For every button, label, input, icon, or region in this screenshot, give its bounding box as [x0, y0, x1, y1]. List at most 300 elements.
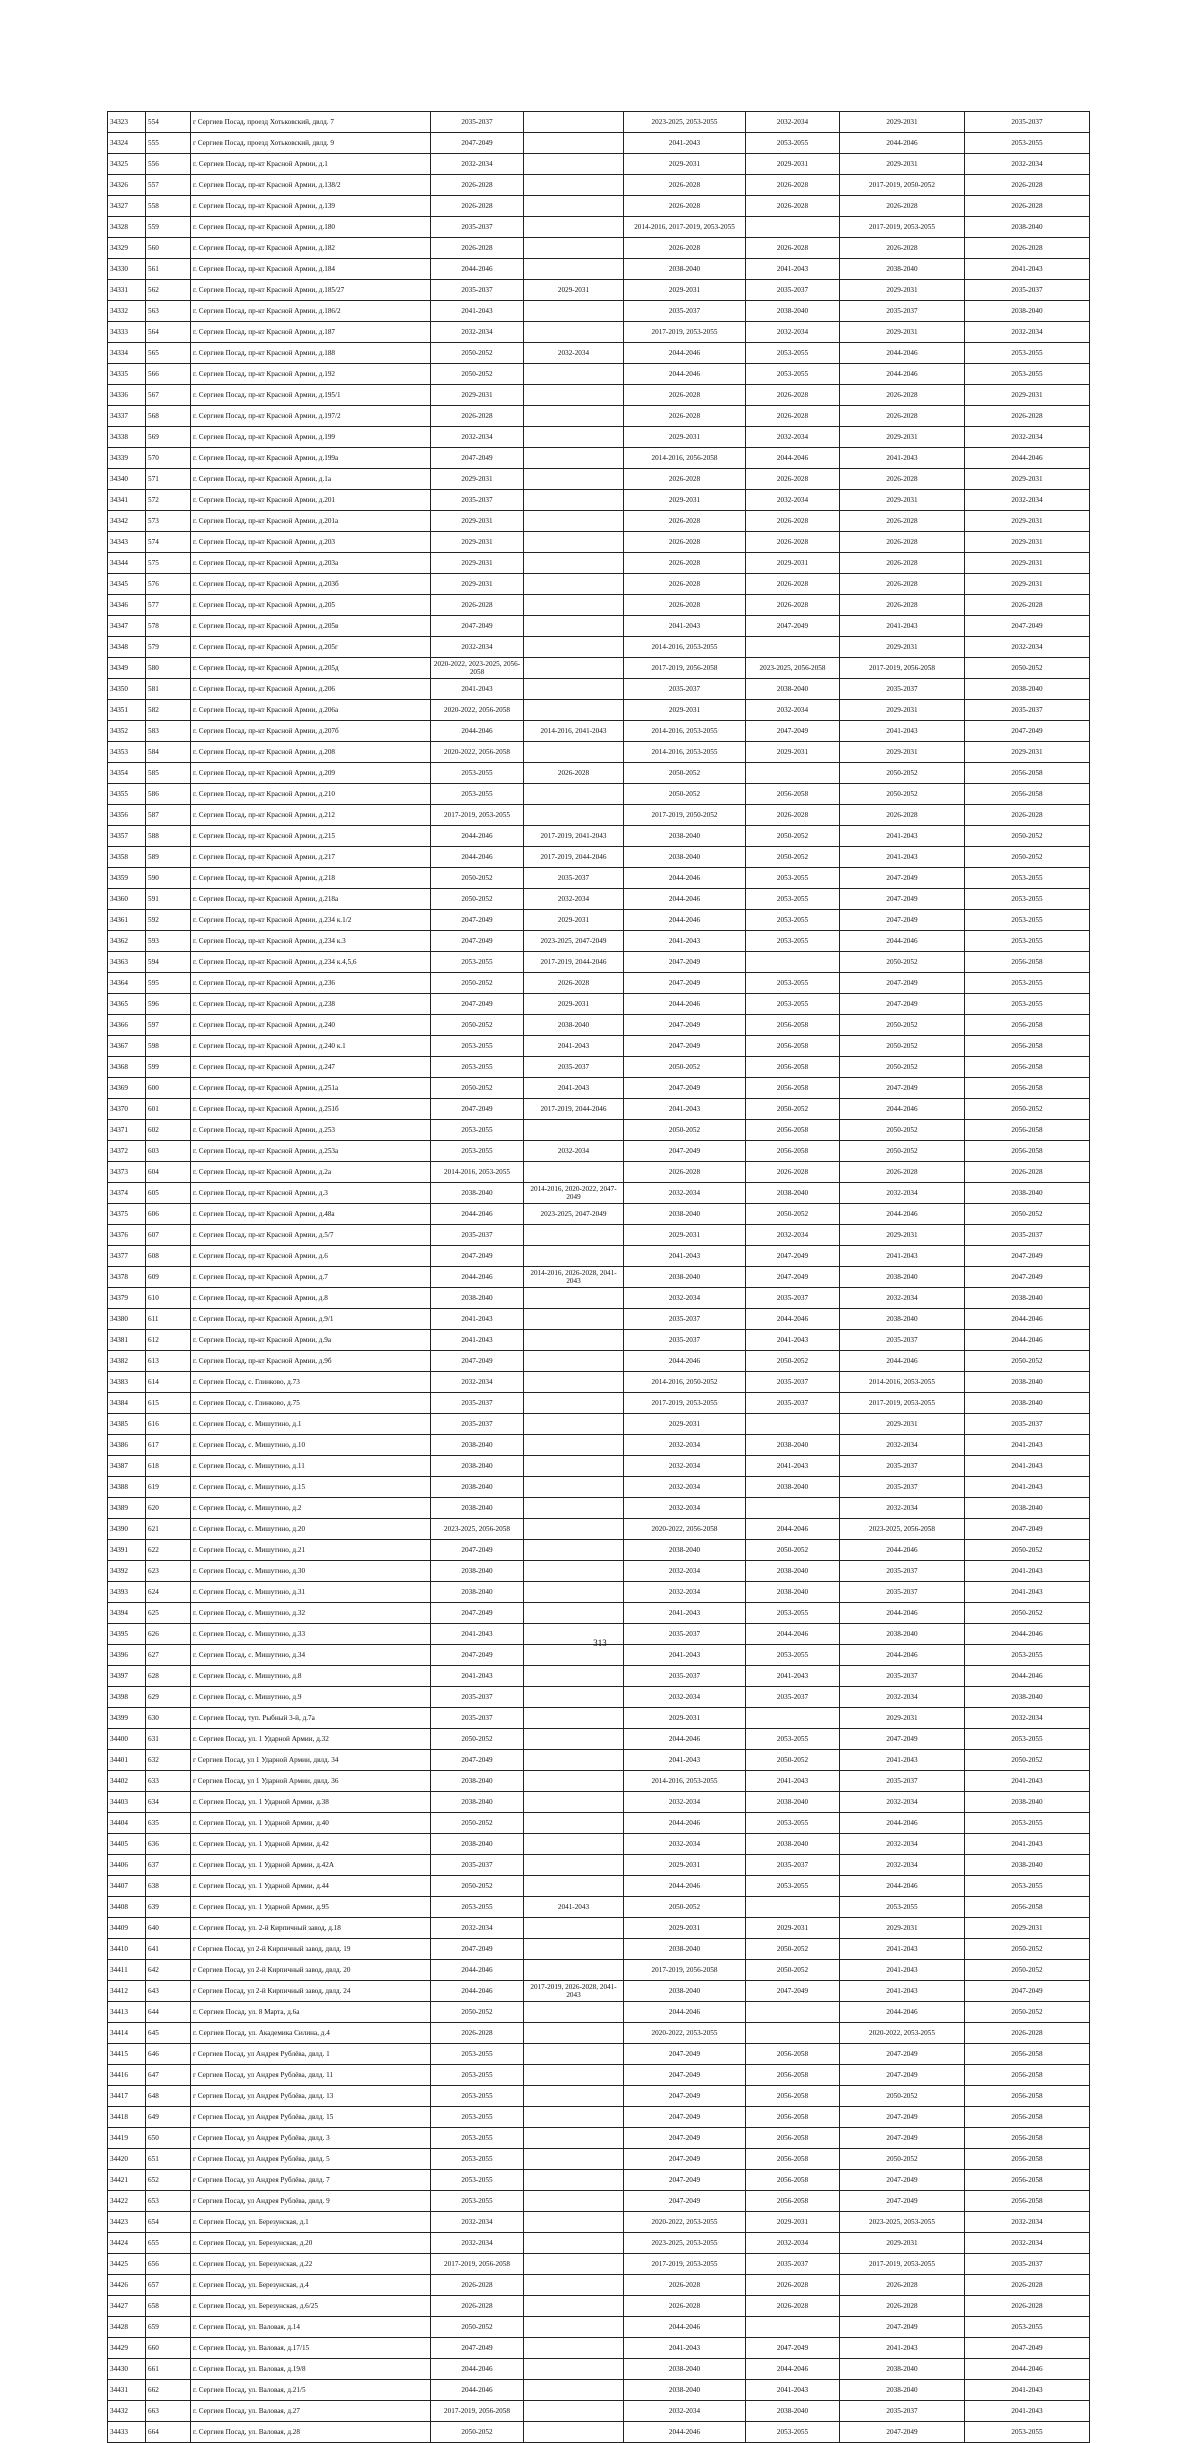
period-f-cell: 2056-2058 — [965, 1141, 1090, 1162]
table-row — [108, 301, 1090, 322]
period-d-cell: 2047-2049 — [746, 1981, 840, 2002]
period-c-cell: 2032-2034 — [624, 1456, 746, 1477]
table-row — [108, 2086, 1090, 2107]
address-cell: г. Сергиев Посад, ул. 1 Ударной Армии, д.95 — [191, 1897, 431, 1918]
period-b-cell: 2041-2043 — [524, 1897, 624, 1918]
period-d-cell: 2038-2040 — [746, 2401, 840, 2422]
period-d-cell: 2056-2058 — [746, 2149, 840, 2170]
period-c-cell: 2029-2031 — [624, 280, 746, 301]
address-cell: г. Сергиев Посад, пр-кт Красной Армии, д.215 — [191, 826, 431, 847]
period-f-cell: 2050-2052 — [965, 1960, 1090, 1981]
period-f-cell: 2050-2052 — [965, 1099, 1090, 1120]
table-row — [108, 2212, 1090, 2233]
row-id-cell: 34425 — [108, 2254, 146, 2275]
period-f-cell: 2056-2058 — [965, 2128, 1090, 2149]
row-index-cell: 583 — [146, 721, 191, 742]
period-c-cell: 2047-2049 — [624, 2128, 746, 2149]
address-cell: г. Сергиев Посад, пр-кт Красной Армии, д.247 — [191, 1057, 431, 1078]
period-c-cell: 2044-2046 — [624, 1813, 746, 1834]
row-id-cell: 34357 — [108, 826, 146, 847]
period-d-cell: 2056-2058 — [746, 1036, 840, 1057]
row-index-cell: 661 — [146, 2359, 191, 2380]
period-b-cell — [524, 2338, 624, 2359]
row-index-cell: 569 — [146, 427, 191, 448]
row-index-cell: 572 — [146, 490, 191, 511]
row-id-cell: 34391 — [108, 1540, 146, 1561]
period-a-cell: 2050-2052 — [431, 1813, 524, 1834]
period-e-cell: 2050-2052 — [840, 1015, 965, 1036]
period-d-cell: 2035-2037 — [746, 1855, 840, 1876]
row-id-cell: 34404 — [108, 1813, 146, 1834]
period-d-cell: 2029-2031 — [746, 553, 840, 574]
address-cell: г. Сергиев Посад, с. Мишутино, д.9 — [191, 1687, 431, 1708]
table-row — [108, 931, 1090, 952]
period-d-cell: 2050-2052 — [746, 1960, 840, 1981]
period-a-cell: 2050-2052 — [431, 364, 524, 385]
period-c-cell: 2014-2016, 2056-2058 — [624, 448, 746, 469]
row-index-cell: 602 — [146, 1120, 191, 1141]
address-cell: г. Сергиев Посад, пр-кт Красной Армии, д.184 — [191, 259, 431, 280]
period-f-cell: 2053-2055 — [965, 1729, 1090, 1750]
period-f-cell: 2053-2055 — [965, 1645, 1090, 1666]
period-b-cell — [524, 1477, 624, 1498]
period-f-cell: 2056-2058 — [965, 1057, 1090, 1078]
period-c-cell: 2044-2046 — [624, 910, 746, 931]
period-e-cell: 2032-2034 — [840, 1834, 965, 1855]
period-a-cell: 2050-2052 — [431, 343, 524, 364]
period-a-cell: 2053-2055 — [431, 1120, 524, 1141]
period-f-cell: 2026-2028 — [965, 595, 1090, 616]
period-b-cell — [524, 2317, 624, 2338]
period-c-cell: 2026-2028 — [624, 406, 746, 427]
row-index-cell: 656 — [146, 2254, 191, 2275]
table-row — [108, 1813, 1090, 1834]
table-row — [108, 1540, 1090, 1561]
period-f-cell: 2026-2028 — [965, 2023, 1090, 2044]
row-index-cell: 599 — [146, 1057, 191, 1078]
period-c-cell: 2032-2034 — [624, 1435, 746, 1456]
period-b-cell — [524, 1519, 624, 1540]
table-row — [108, 2128, 1090, 2149]
row-index-cell: 568 — [146, 406, 191, 427]
row-id-cell: 34336 — [108, 385, 146, 406]
address-cell: г Сергиев Посад, ул 1 Ударной Армии, двлд. 34 — [191, 1750, 431, 1771]
table-row — [108, 196, 1090, 217]
period-a-cell: 2035-2037 — [431, 280, 524, 301]
period-a-cell: 2044-2046 — [431, 2359, 524, 2380]
period-a-cell: 2017-2019, 2056-2058 — [431, 2254, 524, 2275]
table-row — [108, 973, 1090, 994]
period-f-cell: 2047-2049 — [965, 2338, 1090, 2359]
row-id-cell: 34430 — [108, 2359, 146, 2380]
row-id-cell: 34366 — [108, 1015, 146, 1036]
period-e-cell: 2047-2049 — [840, 2044, 965, 2065]
register-table-container — [107, 111, 1089, 2443]
row-index-cell: 591 — [146, 889, 191, 910]
period-d-cell — [746, 637, 840, 658]
period-e-cell: 2047-2049 — [840, 889, 965, 910]
period-c-cell: 2038-2040 — [624, 2359, 746, 2380]
period-d-cell: 2032-2034 — [746, 1225, 840, 1246]
period-f-cell: 2041-2043 — [965, 1477, 1090, 1498]
period-c-cell: 2044-2046 — [624, 868, 746, 889]
period-f-cell: 2050-2052 — [965, 658, 1090, 679]
period-a-cell: 2041-2043 — [431, 1309, 524, 1330]
period-e-cell: 2047-2049 — [840, 2191, 965, 2212]
table-row — [108, 553, 1090, 574]
row-index-cell: 652 — [146, 2170, 191, 2191]
period-b-cell — [524, 1708, 624, 1729]
period-e-cell: 2047-2049 — [840, 973, 965, 994]
period-d-cell: 2026-2028 — [746, 1162, 840, 1183]
period-b-cell — [524, 2044, 624, 2065]
period-e-cell: 2050-2052 — [840, 1036, 965, 1057]
period-a-cell: 2041-2043 — [431, 679, 524, 700]
table-row — [108, 322, 1090, 343]
period-f-cell: 2029-2031 — [965, 469, 1090, 490]
period-b-cell — [524, 1666, 624, 1687]
period-f-cell: 2032-2034 — [965, 490, 1090, 511]
table-row — [108, 1456, 1090, 1477]
row-index-cell: 597 — [146, 1015, 191, 1036]
period-a-cell: 2053-2055 — [431, 2191, 524, 2212]
period-f-cell: 2038-2040 — [965, 1792, 1090, 1813]
row-id-cell: 34401 — [108, 1750, 146, 1771]
period-a-cell: 2041-2043 — [431, 301, 524, 322]
table-row — [108, 2191, 1090, 2212]
period-d-cell: 2053-2055 — [746, 343, 840, 364]
period-a-cell: 2026-2028 — [431, 238, 524, 259]
row-id-cell: 34327 — [108, 196, 146, 217]
period-b-cell — [524, 1498, 624, 1519]
row-id-cell: 34410 — [108, 1939, 146, 1960]
period-d-cell: 2041-2043 — [746, 259, 840, 280]
period-c-cell: 2014-2016, 2050-2052 — [624, 1372, 746, 1393]
period-a-cell: 2038-2040 — [431, 1498, 524, 1519]
period-c-cell: 2038-2040 — [624, 1267, 746, 1288]
period-a-cell: 2044-2046 — [431, 847, 524, 868]
period-b-cell — [524, 1330, 624, 1351]
period-a-cell: 2047-2049 — [431, 910, 524, 931]
period-a-cell: 2038-2040 — [431, 1561, 524, 1582]
period-c-cell: 2038-2040 — [624, 259, 746, 280]
table-row — [108, 616, 1090, 637]
row-id-cell: 34354 — [108, 763, 146, 784]
period-c-cell: 2047-2049 — [624, 2107, 746, 2128]
row-id-cell: 34332 — [108, 301, 146, 322]
row-index-cell: 659 — [146, 2317, 191, 2338]
period-f-cell: 2032-2034 — [965, 154, 1090, 175]
period-c-cell: 2020-2022, 2053-2055 — [624, 2023, 746, 2044]
period-b-cell: 2017-2019, 2044-2046 — [524, 952, 624, 973]
period-d-cell: 2041-2043 — [746, 1330, 840, 1351]
period-e-cell: 2050-2052 — [840, 1057, 965, 1078]
period-d-cell: 2044-2046 — [746, 1624, 840, 1645]
period-f-cell: 2035-2037 — [965, 700, 1090, 721]
row-index-cell: 613 — [146, 1351, 191, 1372]
period-a-cell: 2047-2049 — [431, 133, 524, 154]
period-f-cell: 2026-2028 — [965, 406, 1090, 427]
period-c-cell: 2050-2052 — [624, 1897, 746, 1918]
row-id-cell: 34389 — [108, 1498, 146, 1519]
period-b-cell: 2029-2031 — [524, 280, 624, 301]
period-d-cell: 2056-2058 — [746, 1120, 840, 1141]
period-d-cell: 2038-2040 — [746, 1792, 840, 1813]
row-index-cell: 634 — [146, 1792, 191, 1813]
period-a-cell: 2014-2016, 2053-2055 — [431, 1162, 524, 1183]
period-a-cell: 2047-2049 — [431, 616, 524, 637]
period-c-cell: 2044-2046 — [624, 1876, 746, 1897]
address-cell: г. Сергиев Посад, пр-кт Красной Армии, д.251а — [191, 1078, 431, 1099]
period-a-cell: 2044-2046 — [431, 1204, 524, 1225]
row-id-cell: 34387 — [108, 1456, 146, 1477]
period-b-cell: 2014-2016, 2041-2043 — [524, 721, 624, 742]
address-cell: г. Сергиев Посад, пр-кт Красной Армии, д.217 — [191, 847, 431, 868]
period-c-cell: 2035-2037 — [624, 1666, 746, 1687]
period-f-cell: 2047-2049 — [965, 1519, 1090, 1540]
period-f-cell: 2041-2043 — [965, 259, 1090, 280]
period-f-cell: 2038-2040 — [965, 217, 1090, 238]
period-c-cell: 2032-2034 — [624, 1687, 746, 1708]
period-c-cell: 2044-2046 — [624, 1351, 746, 1372]
table-row — [108, 679, 1090, 700]
period-c-cell: 2044-2046 — [624, 1729, 746, 1750]
row-index-cell: 618 — [146, 1456, 191, 1477]
table-row — [108, 826, 1090, 847]
table-row — [108, 1414, 1090, 1435]
address-cell: г. Сергиев Посад, пр-кт Красной Армии, д.203а — [191, 553, 431, 574]
period-d-cell — [746, 1897, 840, 1918]
row-id-cell: 34433 — [108, 2422, 146, 2443]
row-index-cell: 646 — [146, 2044, 191, 2065]
row-index-cell: 651 — [146, 2149, 191, 2170]
row-index-cell: 635 — [146, 1813, 191, 1834]
period-b-cell — [524, 133, 624, 154]
period-b-cell — [524, 805, 624, 826]
row-id-cell: 34345 — [108, 574, 146, 595]
period-c-cell: 2050-2052 — [624, 784, 746, 805]
period-f-cell: 2044-2046 — [965, 2359, 1090, 2380]
row-id-cell: 34383 — [108, 1372, 146, 1393]
row-id-cell: 34339 — [108, 448, 146, 469]
period-c-cell: 2038-2040 — [624, 1939, 746, 1960]
period-e-cell: 2017-2019, 2050-2052 — [840, 175, 965, 196]
address-cell: г. Сергиев Посад, ул. 8 Марта, д.6а — [191, 2002, 431, 2023]
row-id-cell: 34323 — [108, 112, 146, 133]
period-e-cell: 2044-2046 — [840, 1813, 965, 1834]
period-f-cell: 2026-2028 — [965, 175, 1090, 196]
period-f-cell: 2041-2043 — [965, 1582, 1090, 1603]
period-f-cell: 2050-2052 — [965, 1540, 1090, 1561]
table-row — [108, 1855, 1090, 1876]
period-d-cell: 2032-2034 — [746, 427, 840, 448]
period-e-cell: 2047-2049 — [840, 2170, 965, 2191]
period-a-cell: 2050-2052 — [431, 1015, 524, 1036]
period-e-cell: 2026-2028 — [840, 574, 965, 595]
period-e-cell: 2029-2031 — [840, 490, 965, 511]
period-c-cell: 2047-2049 — [624, 2065, 746, 2086]
row-id-cell: 34400 — [108, 1729, 146, 1750]
row-index-cell: 633 — [146, 1771, 191, 1792]
table-row — [108, 112, 1090, 133]
period-e-cell: 2035-2037 — [840, 679, 965, 700]
period-e-cell: 2038-2040 — [840, 1309, 965, 1330]
address-cell: г. Сергиев Посад, пр-кт Красной Армии, д.7 — [191, 1267, 431, 1288]
period-d-cell: 2053-2055 — [746, 973, 840, 994]
period-b-cell — [524, 1687, 624, 1708]
period-e-cell: 2038-2040 — [840, 2359, 965, 2380]
period-c-cell: 2026-2028 — [624, 196, 746, 217]
period-b-cell — [524, 2107, 624, 2128]
table-row — [108, 1099, 1090, 1120]
table-row — [108, 448, 1090, 469]
period-e-cell: 2032-2034 — [840, 1855, 965, 1876]
period-a-cell: 2053-2055 — [431, 784, 524, 805]
table-row — [108, 1015, 1090, 1036]
address-cell: г. Сергиев Посад, пр-кт Красной Армии, д.251б — [191, 1099, 431, 1120]
period-d-cell: 2035-2037 — [746, 1687, 840, 1708]
table-row — [108, 532, 1090, 553]
row-id-cell: 34348 — [108, 637, 146, 658]
period-f-cell: 2038-2040 — [965, 1393, 1090, 1414]
period-c-cell: 2038-2040 — [624, 2380, 746, 2401]
period-e-cell: 2029-2031 — [840, 427, 965, 448]
period-a-cell: 2029-2031 — [431, 574, 524, 595]
address-cell: г. Сергиев Посад, ул. 1 Ударной Армии, д.42А — [191, 1855, 431, 1876]
period-e-cell: 2026-2028 — [840, 238, 965, 259]
row-index-cell: 555 — [146, 133, 191, 154]
period-b-cell — [524, 301, 624, 322]
table-row — [108, 1309, 1090, 1330]
row-id-cell: 34420 — [108, 2149, 146, 2170]
period-f-cell: 2029-2031 — [965, 1918, 1090, 1939]
period-c-cell: 2041-2043 — [624, 1099, 746, 1120]
period-c-cell: 2047-2049 — [624, 1015, 746, 1036]
period-e-cell: 2029-2031 — [840, 1225, 965, 1246]
row-id-cell: 34351 — [108, 700, 146, 721]
period-b-cell — [524, 1813, 624, 1834]
period-c-cell: 2050-2052 — [624, 1057, 746, 1078]
period-f-cell: 2038-2040 — [965, 1687, 1090, 1708]
period-b-cell — [524, 1855, 624, 1876]
period-a-cell: 2029-2031 — [431, 532, 524, 553]
row-id-cell: 34372 — [108, 1141, 146, 1162]
period-e-cell: 2047-2049 — [840, 2128, 965, 2149]
address-cell: г. Сергиев Посад, пр-кт Красной Армии, д.210 — [191, 784, 431, 805]
address-cell: г. Сергиев Посад, пр-кт Красной Армии, д.218а — [191, 889, 431, 910]
row-id-cell: 34399 — [108, 1708, 146, 1729]
period-d-cell — [746, 2002, 840, 2023]
address-cell: г. Сергиев Посад, пр-кт Красной Армии, д.203б — [191, 574, 431, 595]
period-d-cell: 2035-2037 — [746, 280, 840, 301]
period-c-cell: 2041-2043 — [624, 2338, 746, 2359]
period-b-cell — [524, 2254, 624, 2275]
row-id-cell: 34380 — [108, 1309, 146, 1330]
period-e-cell: 2029-2031 — [840, 112, 965, 133]
address-cell: г. Сергиев Посад, пр-кт Красной Армии, д.186/2 — [191, 301, 431, 322]
period-d-cell: 2038-2040 — [746, 301, 840, 322]
period-f-cell: 2053-2055 — [965, 994, 1090, 1015]
table-row — [108, 721, 1090, 742]
row-id-cell: 34374 — [108, 1183, 146, 1204]
period-f-cell: 2053-2055 — [965, 1876, 1090, 1897]
period-f-cell: 2050-2052 — [965, 1939, 1090, 1960]
address-cell: г. Сергиев Посад, пр-кт Красной Армии, д.192 — [191, 364, 431, 385]
row-id-cell: 34349 — [108, 658, 146, 679]
address-cell: г. Сергиев Посад, пр-кт Красной Армии, д.234 к.1/2 — [191, 910, 431, 931]
period-d-cell: 2026-2028 — [746, 469, 840, 490]
period-e-cell: 2041-2043 — [840, 1246, 965, 1267]
address-cell: г. Сергиев Посад, ул. 1 Ударной Армии, д.42 — [191, 1834, 431, 1855]
register-table — [107, 111, 1090, 2443]
period-a-cell: 2053-2055 — [431, 2170, 524, 2191]
period-b-cell — [524, 1351, 624, 1372]
period-a-cell: 2053-2055 — [431, 952, 524, 973]
row-index-cell: 565 — [146, 343, 191, 364]
period-f-cell: 2026-2028 — [965, 238, 1090, 259]
table-row — [108, 427, 1090, 448]
period-c-cell: 2032-2034 — [624, 2401, 746, 2422]
row-id-cell: 34370 — [108, 1099, 146, 1120]
row-id-cell: 34395 — [108, 1624, 146, 1645]
period-e-cell: 2029-2031 — [840, 322, 965, 343]
period-e-cell: 2038-2040 — [840, 2380, 965, 2401]
period-f-cell: 2029-2031 — [965, 553, 1090, 574]
period-e-cell: 2050-2052 — [840, 2086, 965, 2107]
row-id-cell: 34377 — [108, 1246, 146, 1267]
period-a-cell: 2035-2037 — [431, 112, 524, 133]
period-c-cell: 2014-2016, 2053-2055 — [624, 742, 746, 763]
period-d-cell: 2041-2043 — [746, 2380, 840, 2401]
row-index-cell: 655 — [146, 2233, 191, 2254]
period-d-cell: 2026-2028 — [746, 532, 840, 553]
period-d-cell: 2047-2049 — [746, 1267, 840, 1288]
address-cell: г. Сергиев Посад, пр-кт Красной Армии, д.208 — [191, 742, 431, 763]
table-row — [108, 1267, 1090, 1288]
row-index-cell: 650 — [146, 2128, 191, 2149]
period-c-cell: 2041-2043 — [624, 1603, 746, 1624]
address-cell: г. Сергиев Посад, пр-кт Красной Армии, д.195/1 — [191, 385, 431, 406]
period-a-cell: 2047-2049 — [431, 2338, 524, 2359]
period-b-cell — [524, 2128, 624, 2149]
period-a-cell: 2053-2055 — [431, 2128, 524, 2149]
period-c-cell: 2026-2028 — [624, 2296, 746, 2317]
address-cell: г. Сергиев Посад, ул. Валовая, д.19/8 — [191, 2359, 431, 2380]
period-e-cell: 2044-2046 — [840, 1645, 965, 1666]
table-row — [108, 2338, 1090, 2359]
period-e-cell: 2044-2046 — [840, 133, 965, 154]
period-f-cell: 2050-2052 — [965, 1750, 1090, 1771]
period-f-cell: 2053-2055 — [965, 910, 1090, 931]
address-cell: г. Сергиев Посад, пр-кт Красной Армии, д.139 — [191, 196, 431, 217]
period-c-cell: 2050-2052 — [624, 763, 746, 784]
period-e-cell: 2035-2037 — [840, 1582, 965, 1603]
row-id-cell: 34423 — [108, 2212, 146, 2233]
address-cell: г. Сергиев Посад, пр-кт Красной Армии, д.236 — [191, 973, 431, 994]
address-cell: г. Сергиев Посад, пр-кт Красной Армии, д.209 — [191, 763, 431, 784]
period-f-cell: 2050-2052 — [965, 1204, 1090, 1225]
period-d-cell: 2050-2052 — [746, 847, 840, 868]
period-f-cell: 2053-2055 — [965, 343, 1090, 364]
period-f-cell: 2026-2028 — [965, 196, 1090, 217]
period-e-cell: 2029-2031 — [840, 2233, 965, 2254]
period-c-cell: 2044-2046 — [624, 889, 746, 910]
address-cell: г. Сергиев Посад, пр-кт Красной Армии, д.238 — [191, 994, 431, 1015]
period-e-cell: 2041-2043 — [840, 847, 965, 868]
period-e-cell: 2026-2028 — [840, 196, 965, 217]
row-id-cell: 34378 — [108, 1267, 146, 1288]
period-b-cell: 2014-2016, 2026-2028, 2041-2043 — [524, 1267, 624, 1288]
